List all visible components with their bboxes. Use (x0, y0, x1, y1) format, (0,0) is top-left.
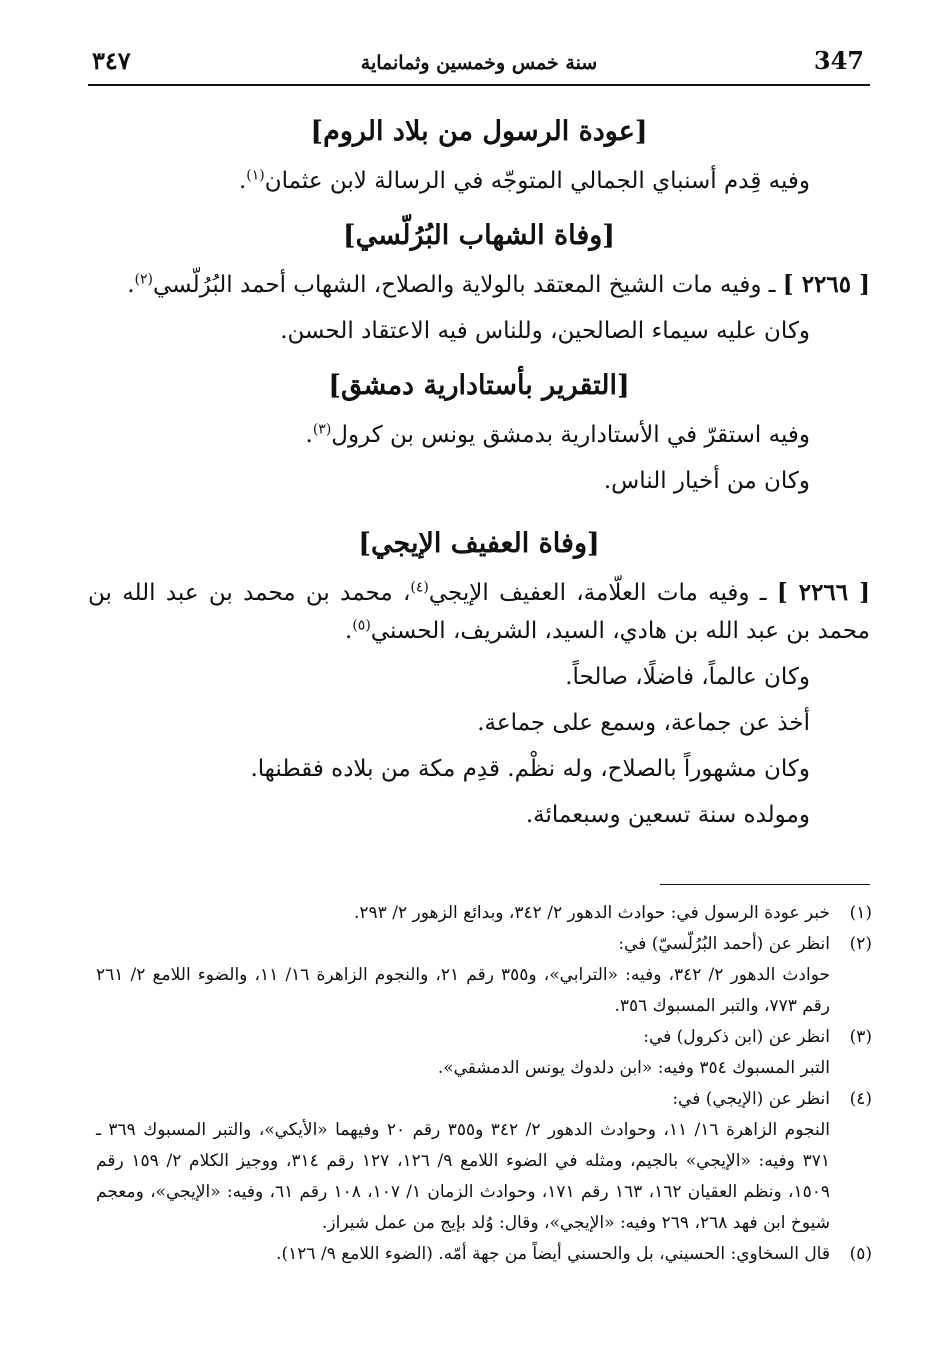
footnote-ref[interactable]: (٢) (134, 271, 153, 288)
footnote-number: (٤) (849, 1089, 872, 1109)
section-heading: [وفاة العفيف الإيجي] (358, 528, 600, 559)
entry-number: [ ٢٢٦٥ ] (782, 271, 870, 298)
footnote-text: انظر عن (أحمد البُرُلّسيّ) في: (618, 934, 830, 954)
footnotes (96, 898, 872, 1270)
footnote-number: (١) (849, 903, 872, 923)
footnote-number: (٥) (849, 1244, 872, 1264)
footnote-ref[interactable]: (١) (246, 167, 265, 184)
footnote-rule (660, 884, 870, 885)
section-heading: [عودة الرسول من بلاد الروم] (310, 116, 648, 147)
running-header (88, 46, 870, 86)
paragraph: وفيه استقرّ في الأستادارية بدمشق يونس بن كرول$^{(٣)}$. (305, 421, 810, 448)
paragraph: وكان عالماً، فاضلًا، صالحاً. (565, 664, 810, 690)
main-text (88, 110, 870, 834)
running-title: سنة خمس وخمسين وثمانماية (360, 52, 598, 74)
footnote-number: (٣) (849, 1027, 872, 1047)
paragraph: وكان عليه سيماء الصالحين، وللناس فيه الاعتقاد الحسن. (280, 318, 810, 344)
footnote-text: قال السخاوي: الحسيني، بل والحسني أيضاً من جهة أمّه. (الضوء اللامع ٩/ ١٢٦). (276, 1244, 830, 1264)
footnote-text: حوادث الدهور ٢/ ٣٤٢، وفيه: «الترابي»، و٣٥٥ رقم ٢١، والنجوم الزاهرة ١٦/ ١١، والضوء اللامع ٢/ ٢٦١ رقم ٧٧٣، والتبر المسبوك ٣٥٦. (96, 965, 830, 1016)
footnote-ref[interactable]: (٥) (352, 617, 371, 634)
paragraph: وكان من أخيار الناس. (603, 468, 810, 494)
section-heading: [وفاة الشهاب البُرُلّسي] (342, 220, 616, 251)
footnote-number: (٢) (849, 934, 872, 954)
page-number-arabic: ٣٤٧ (92, 46, 131, 75)
footnote-text: النجوم الزاهرة ١٦/ ١١، وحوادث الدهور ٢/ ٣٤٢ و٣٥٥ رقم ٢٠ وفيهما «الأيكي»، والتبر المسبوك ٣٦٩ ـ ٣٧١ وفيه: «الإيجي» بالجيم، ومثله في الضوء اللامع ٩/ ١٢٦، ١٢٧ رقم ٣١٤، ووجيز الكلام ٢/ ١٥٩ رقم ١٥٠٩، ونظم العقيان ١٦٢، ١٦٣ رقم ١٧١، وحوادث الزمان ١/ ١٠٧، ١٠٨ رقم ٦١، وفيه: «الإيجي»، ومعجم شيوخ ابن فهد ٢٦٨، ٢٦٩ وفيه: «الإيجي»، وقال: وُلد بإيج من عمل شيراز. (96, 1120, 830, 1233)
footnote-1 (96, 898, 872, 929)
paragraph: ومولده سنة تسعين وسبعمائة. (525, 802, 810, 828)
footnote-2 (96, 929, 872, 960)
footnote-text: خبر عودة الرسول في: حوادث الدهور ٢/ ٣٤٢، وبدائع الزهور ٢/ ٢٩٣. (354, 903, 830, 923)
footnote-ref[interactable]: (٣) (312, 421, 332, 438)
paragraph: أخذ عن جماعة، وسمع على جماعة. (477, 710, 810, 736)
page-number-latin: 347 (813, 46, 864, 75)
paragraph: وفيه قِدم أسنباي الجمالي المتوجّه في الرسالة لابن عثمان$^{(١)}$. (238, 167, 810, 194)
footnote-3 (96, 1022, 872, 1053)
footnote-5 (96, 1239, 872, 1270)
entry-paragraph: [ ٢٢٦٥ ] ـ وفيه مات الشيخ المعتقد بالولاية والصلاح، الشهاب أحمد البُرُلّسي$^{(٢)}$. (127, 271, 870, 298)
footnote-text: انظر عن (ابن ذكرول) في: (643, 1027, 830, 1047)
entry-paragraph: [ ٢٢٦٦ ] ـ وفيه مات العلّامة، العفيف الإيجي$^{(٤)}$، محمد بن محمد بن عبد الله بن محمد بن عبد الله بن هادي، السيد، الشريف، الحسني$^{(٥)}$. (88, 579, 871, 644)
footnote-text: انظر عن (الإيجي) في: (672, 1089, 830, 1109)
header-rule (88, 84, 870, 86)
footnote-ref[interactable]: (٤) (410, 579, 429, 596)
section-heading: [التقرير بأستادارية دمشق] (328, 370, 630, 401)
footnote-text: التبر المسبوك ٣٥٤ وفيه: «ابن دلدوك يونس الدمشقي». (437, 1058, 830, 1078)
paragraph: وكان مشهوراً بالصلاح، وله نظْم. قدِم مكة من بلاده فقطنها. (250, 756, 810, 782)
entry-number: [ ٢٢٦٦ ] (776, 579, 871, 606)
footnote-4 (96, 1084, 872, 1115)
